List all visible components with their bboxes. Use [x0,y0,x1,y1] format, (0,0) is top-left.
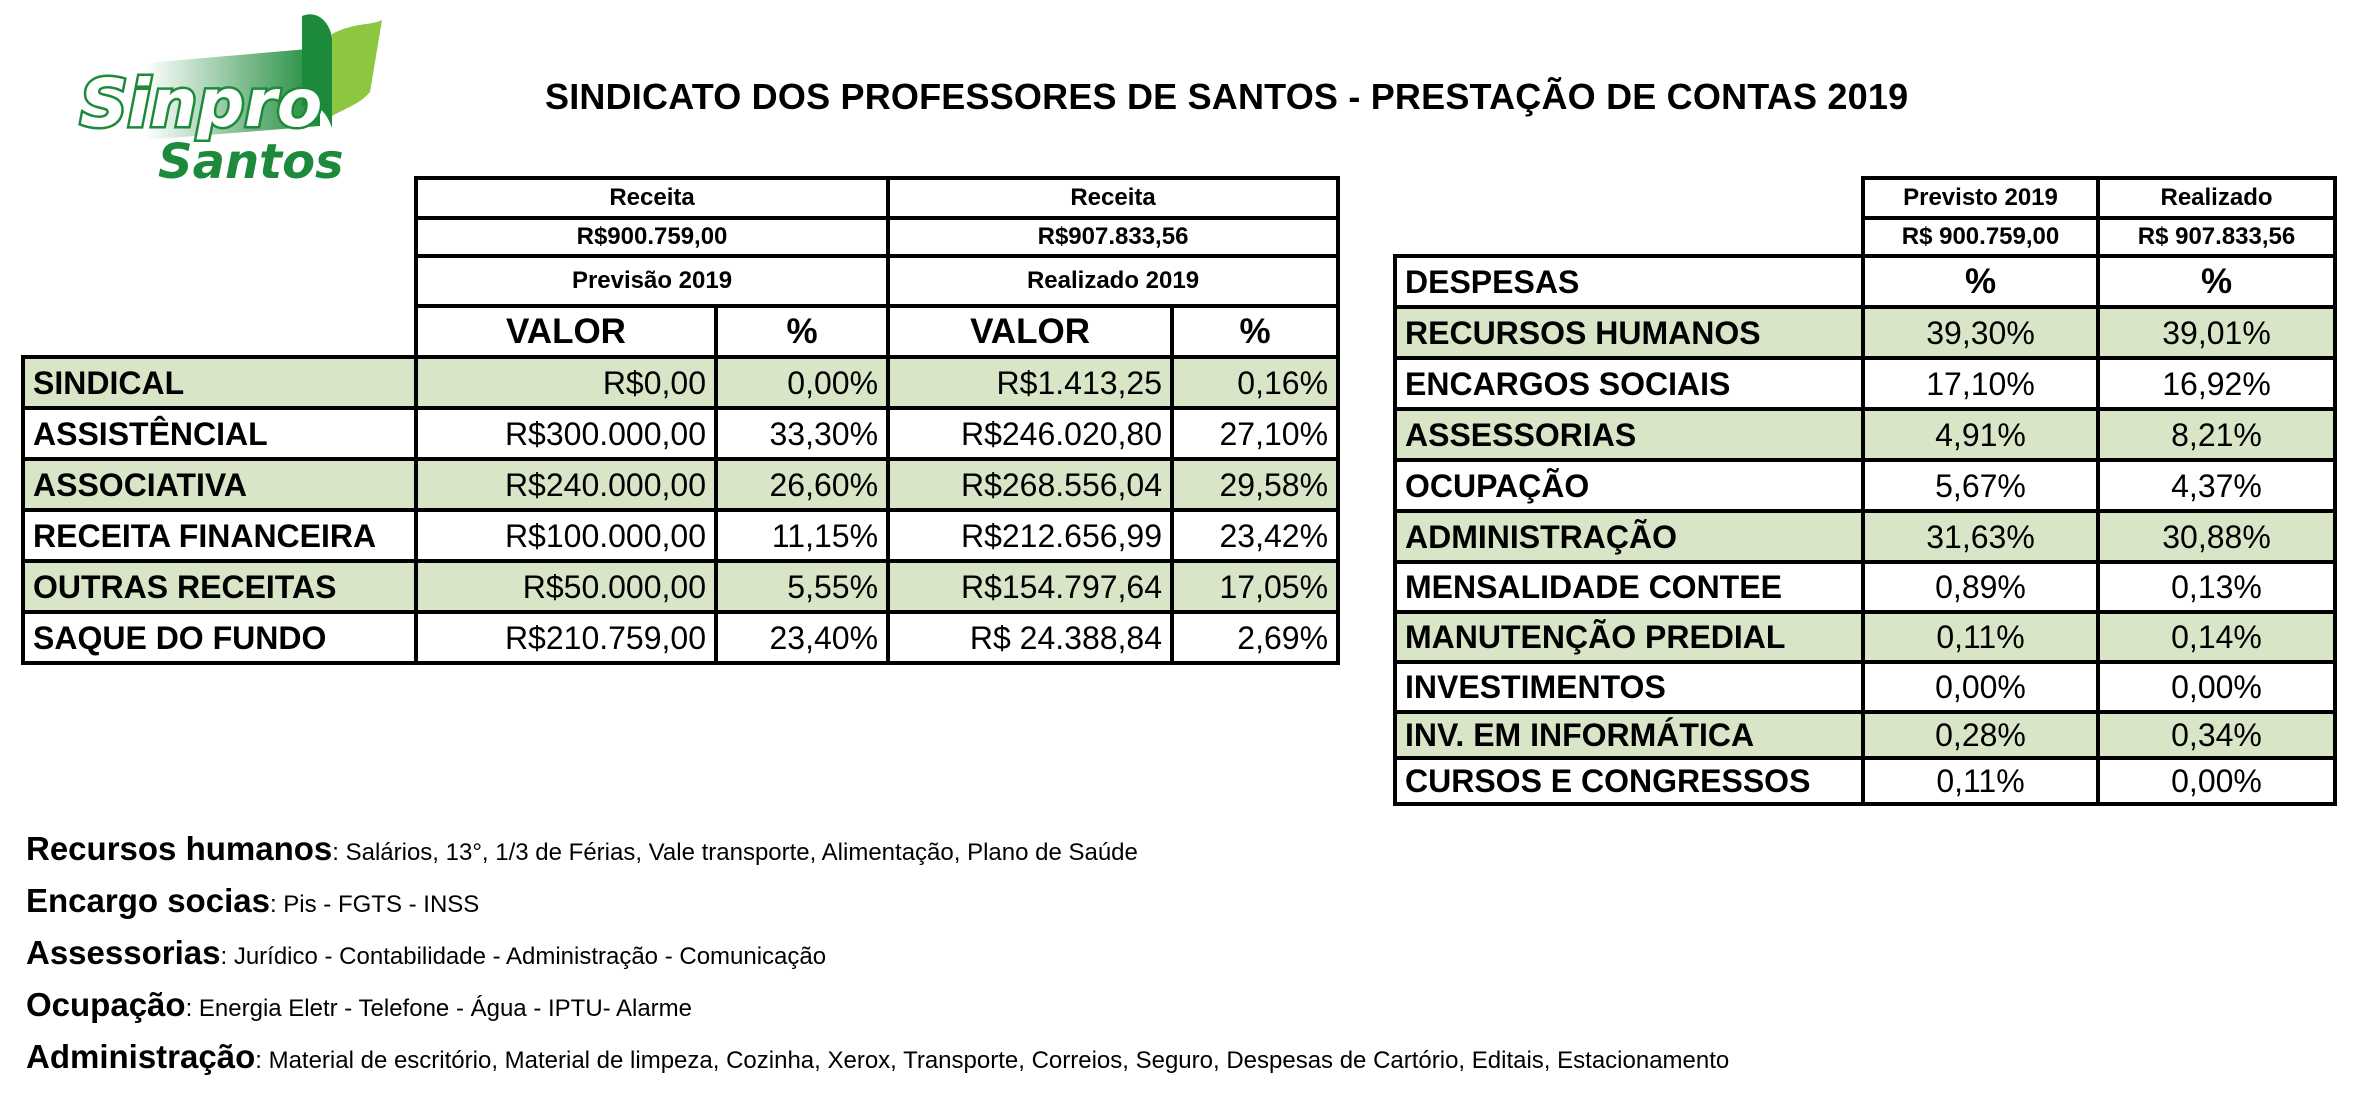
expense-forecast-pct: 0,28% [1863,712,2098,758]
expense-forecast-pct: 0,11% [1863,758,2098,804]
expense-row-label: RECURSOS HUMANOS [1395,307,1863,358]
revenue-row-label: SINDICAL [23,357,416,408]
notes-section [26,830,2326,1090]
revenue-forecast-value: R$50.000,00 [416,561,716,612]
expense-realized-pct: 0,13% [2098,562,2335,612]
expense-forecast-pct: 5,67% [1863,460,2098,511]
expense-forecast-pct: 0,89% [1863,562,2098,612]
note-description: : Material de escritório, Material de limpeza, Cozinha, Xerox, Transporte, Correios, Seguro, Despesas de Cartório, Editais, Estacionamento [255,1047,1730,1074]
expenses-forecast-header: Previsto 2019 [1863,178,2098,218]
revenue-realized-pct: 2,69% [1172,612,1338,663]
revenue-row-label: ASSISTÊNCIAL [23,408,416,459]
expense-realized-pct: 16,92% [2098,358,2335,409]
expense-realized-pct: 30,88% [2098,511,2335,562]
table-row [1395,511,2335,562]
note-description: : Jurídico - Contabilidade - Administração - Comunicação [220,943,827,970]
revenue-realized-pct: 17,05% [1172,561,1338,612]
blank-cell [23,218,416,256]
col-header-pct: % [716,306,888,357]
expense-realized-pct: 4,37% [2098,460,2335,511]
expense-realized-pct: 0,14% [2098,612,2335,662]
expenses-header-label: DESPESAS [1395,256,1863,307]
revenue-forecast-pct: 33,30% [716,408,888,459]
revenue-forecast-pct: 23,40% [716,612,888,663]
expenses-realized-total: R$ 907.833,56 [2098,218,2335,256]
revenue-row-label: SAQUE DO FUNDO [23,612,416,663]
note-term: Recursos humanos [26,830,333,867]
expenses-realized-header: Realizado [2098,178,2335,218]
expense-row-label: ASSESSORIAS [1395,409,1863,460]
revenue-forecast-pct: 26,60% [716,459,888,510]
note-item [26,1038,2326,1090]
expense-row-label: MENSALIDADE CONTEE [1395,562,1863,612]
revenue-realized-pct: 29,58% [1172,459,1338,510]
blank-cell [23,178,416,218]
expenses-forecast-total: R$ 900.759,00 [1863,218,2098,256]
col-header-pct: % [2098,256,2335,307]
expense-row-label: CURSOS E CONGRESSOS [1395,758,1863,804]
blank-cell [1395,218,1863,256]
table-row [23,459,1338,510]
revenue-forecast-total: R$900.759,00 [416,218,888,256]
logo-light-flag-shape [332,20,382,116]
table-row [1395,307,2335,358]
table-row [23,510,1338,561]
note-term: Assessorias [26,934,221,971]
expense-row-label: ENCARGOS SOCIAIS [1395,358,1863,409]
note-item [26,830,2326,882]
table-row [1395,460,2335,511]
table-row [23,357,1338,408]
table-row [23,561,1338,612]
expense-forecast-pct: 4,91% [1863,409,2098,460]
revenue-forecast-header: Receita [416,178,888,218]
revenue-forecast-value: R$0,00 [416,357,716,408]
revenue-forecast-value: R$240.000,00 [416,459,716,510]
note-item [26,986,2326,1038]
note-description: : Salários, 13°, 1/3 de Férias, Vale transporte, Alimentação, Plano de Saúde [332,839,1138,866]
revenue-realized-value: R$246.020,80 [888,408,1172,459]
logo-text-sinpro: Sinpro [80,65,323,142]
revenue-forecast-value: R$210.759,00 [416,612,716,663]
table-row [23,612,1338,663]
revenue-realized-pct: 0,16% [1172,357,1338,408]
expense-row-label: INV. EM INFORMÁTICA [1395,712,1863,758]
revenue-forecast-pct: 11,15% [716,510,888,561]
expense-row-label: MANUTENÇÃO PREDIAL [1395,612,1863,662]
revenue-row-label: ASSOCIATIVA [23,459,416,510]
revenue-forecast-pct: 5,55% [716,561,888,612]
col-header-valor: VALOR [416,306,716,357]
revenue-realized-pct: 23,42% [1172,510,1338,561]
table-row [1395,758,2335,804]
blank-cell [23,256,416,306]
revenue-forecast-pct: 0,00% [716,357,888,408]
logo-text-santos: Santos [158,134,344,184]
revenue-realized-value: R$154.797,64 [888,561,1172,612]
note-description: : Pis - FGTS - INSS [269,891,480,918]
expense-forecast-pct: 39,30% [1863,307,2098,358]
expense-forecast-pct: 31,63% [1863,511,2098,562]
expense-row-label: OCUPAÇÃO [1395,460,1863,511]
revenue-forecast-value: R$300.000,00 [416,408,716,459]
expense-realized-pct: 0,34% [2098,712,2335,758]
revenue-realized-value: R$212.656,99 [888,510,1172,561]
col-header-pct: % [1863,256,2098,307]
note-term: Ocupação [26,986,186,1023]
note-item [26,882,2326,934]
revenue-realized-pct: 27,10% [1172,408,1338,459]
sinpro-santos-logo [70,8,390,184]
expense-realized-pct: 8,21% [2098,409,2335,460]
col-header-pct: % [1172,306,1338,357]
table-row [1395,358,2335,409]
expense-row-label: ADMINISTRAÇÃO [1395,511,1863,562]
revenue-realized-label: Realizado 2019 [888,256,1338,306]
note-item [26,934,2326,986]
expenses-table [1393,176,2337,806]
table-row [1395,409,2335,460]
expense-forecast-pct: 17,10% [1863,358,2098,409]
expense-forecast-pct: 0,11% [1863,612,2098,662]
revenue-realized-value: R$268.556,04 [888,459,1172,510]
revenue-realized-header: Receita [888,178,1338,218]
expense-realized-pct: 39,01% [2098,307,2335,358]
table-row [1395,662,2335,712]
revenue-realized-value: R$ 24.388,84 [888,612,1172,663]
revenue-table [21,176,1340,665]
expense-realized-pct: 0,00% [2098,758,2335,804]
note-term: Administração [26,1038,256,1075]
revenue-forecast-value: R$100.000,00 [416,510,716,561]
revenue-realized-total: R$907.833,56 [888,218,1338,256]
blank-cell [1395,178,1863,218]
table-row [23,408,1338,459]
expense-realized-pct: 0,00% [2098,662,2335,712]
revenue-row-label: RECEITA FINANCEIRA [23,510,416,561]
col-header-valor: VALOR [888,306,1172,357]
table-row [1395,562,2335,612]
expense-row-label: INVESTIMENTOS [1395,662,1863,712]
revenue-realized-value: R$1.413,25 [888,357,1172,408]
table-row [1395,712,2335,758]
revenue-forecast-label: Previsão 2019 [416,256,888,306]
note-description: : Energia Eletr - Telefone - Água - IPTU- Alarme [185,995,692,1022]
note-term: Encargo socias [26,882,270,919]
page-title: SINDICATO DOS PROFESSORES DE SANTOS - PRESTAÇÃO DE CONTAS 2019 [545,76,1909,117]
expense-forecast-pct: 0,00% [1863,662,2098,712]
blank-cell [23,306,416,357]
revenue-row-label: OUTRAS RECEITAS [23,561,416,612]
table-row [1395,612,2335,662]
